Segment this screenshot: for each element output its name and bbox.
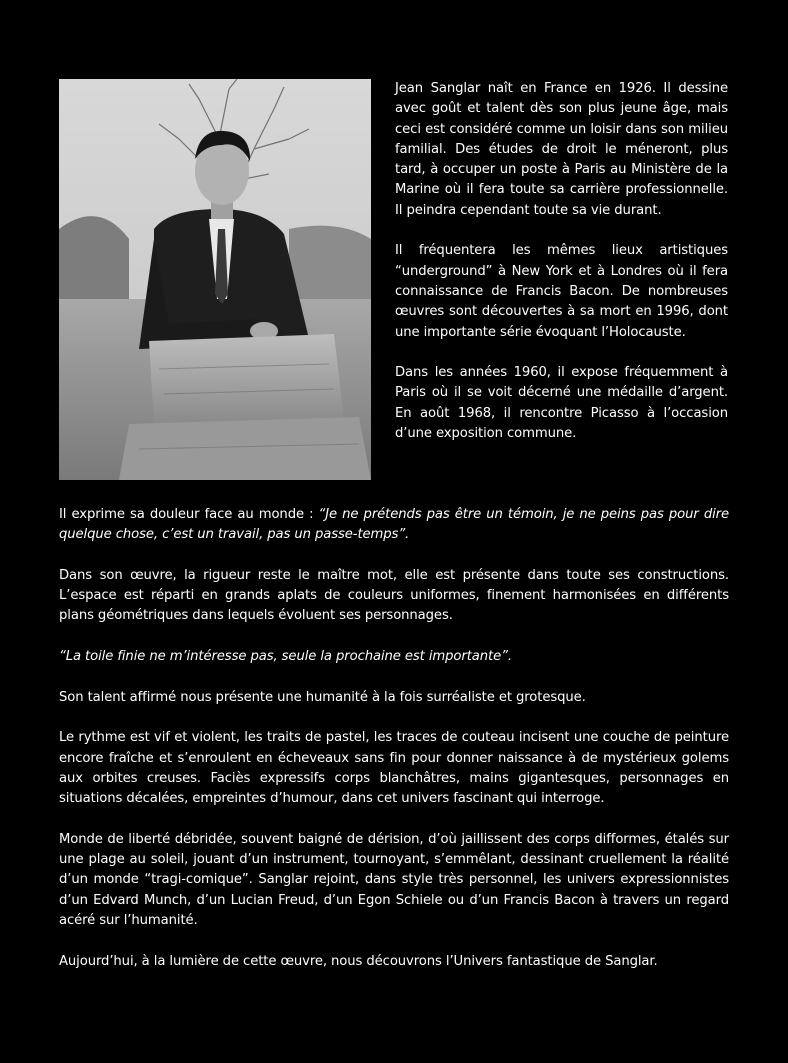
body-paragraph-talent: Son talent affirmé nous présente une humanité à la fois surréaliste et grotesque. [59,689,586,705]
body-paragraph-rythme: Le rythme est vif et violent, les traits de pastel, les traces de couteau incisent une couche de peinture encore fraîche et s’enroulent en écheveaux sans fin pour donner naissance à de mystérieux golems aux orbites creuses. Faciès expressifs corps blanchâtres, mains gigantesques, personnages en situations décalées, empreintes d’humour, dans cet univers fascinant qui interroge. [59,730,729,807]
portrait-photo [59,79,371,480]
body-paragraph-monde: Monde de liberté débridée, souvent baigné de dérision, d’où jaillissent des corps difformes, étalés sur une plage au soleil, jouant d’un instrument, tournoyant, s’emmêlant, dessinant cruellement la réalité d’un monde “tragi-comique”. Sanglar rejoint, dans style très personnel, les univers expressionnistes d’un Edvard Munch, d’un Lucian Freud, d’un Egon Schiele ou d’un Francis Bacon à travers un regard acéré sur l’humanité. [59,831,729,928]
body-paragraph-construction: Dans son œuvre, la rigueur reste le maître mot, elle est présente dans toute ses constructions. L’espace est réparti en grands aplats de couleurs uniformes, finement harmonisées en différents plans géométriques dans lequels évoluent ses personnages. [59,567,729,624]
quote-paragraph [59,505,729,546]
quote-text: “Je ne prétends pas être un témoin, je ne peins pas pour dire quelque chose, c’est un travail, pas un passe-temps”. [59,507,729,543]
body-paragraph-conclusion: Aujourd’hui, à la lumière de cette œuvre, nous découvrons l’Univers fantastique de Sanglar. [59,953,658,969]
intro-paragraph-2: Il fréquentera les mêmes lieux artistiques “underground” à New York et à Londres où il fera connaissance de Francis Bacon. De nombreuses œuvres sont découvertes à sa mort en 1996, dont une importante série évoquant l’Holocauste. [395,243,728,340]
quote-toile: “La toile finie ne m’intéresse pas, seule la prochaine est importante”. [59,649,512,665]
intro-column [395,79,728,465]
quote-intro: Il exprime sa douleur face au monde : [59,507,319,522]
main-text [59,505,729,992]
intro-paragraph-1: Jean Sanglar naît en France en 1926. Il dessine avec goût et talent dès son plus jeune âge, mais ceci est considéré comme un loisir dans son milieu familial. Des études de droit le méneront, plus tard, à occuper un poste à Paris au Ministère de la Marine où il fera toute sa carrière professionnelle. Il peindra cependant toute sa vie durant. [395,81,728,218]
intro-paragraph-3: Dans les années 1960, il expose fréquemment à Paris où il se voit décerné une médaille d’argent. En août 1968, il rencontre Picasso à l’occasion d’une exposition commune. [395,365,728,442]
portrait-photo-icon [59,79,371,480]
